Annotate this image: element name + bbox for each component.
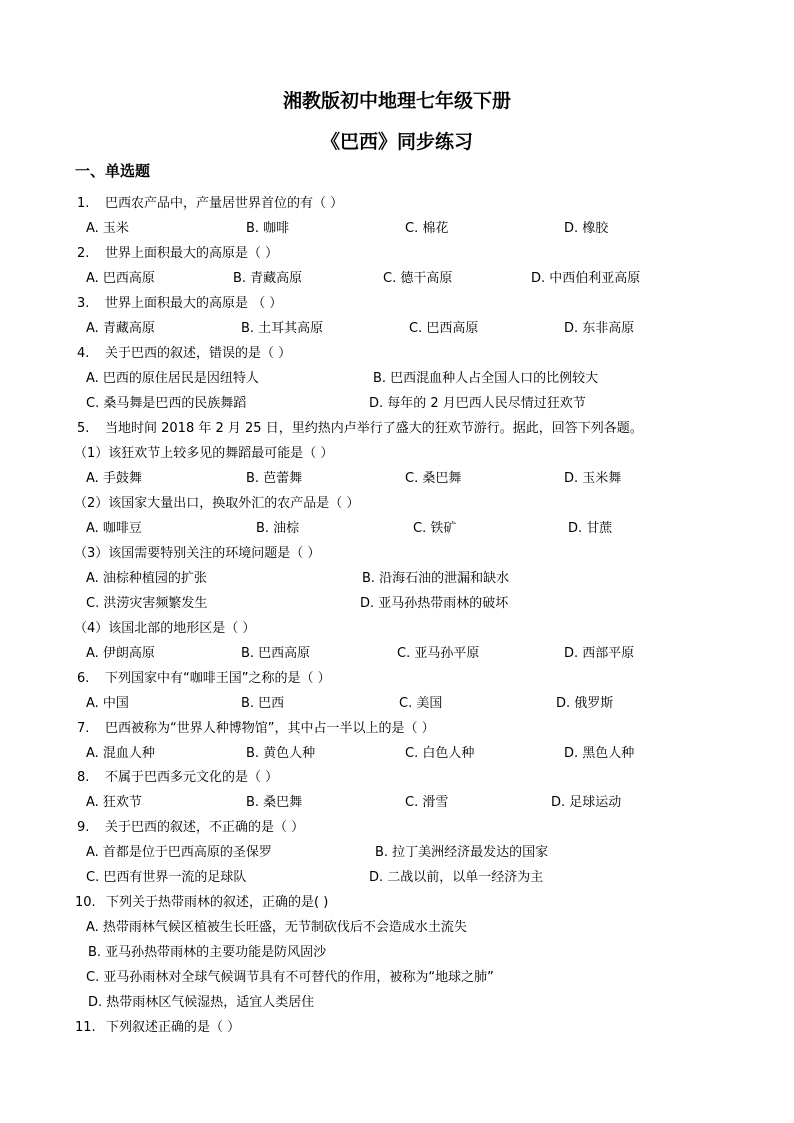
q5-sub3-option-d: D. 亚马孙热带雨林的破坏 [360, 596, 509, 611]
question-7: 7. 巴西被称为“世界人种博物馆”，其中占一半以上的是（ ） [77, 721, 435, 736]
question-8: 8. 不属于巴西多元文化的是（ ） [77, 770, 279, 785]
q5-sub2-option-a: A. 咖啡豆 [86, 521, 142, 536]
q7-option-d: D. 黑色人种 [564, 746, 635, 761]
q9-option-b: B. 拉丁美洲经济最发达的国家 [375, 845, 549, 860]
q2-option-b: B. 青藏高原 [233, 271, 303, 286]
q4-option-b: B. 巴西混血种人占全国人口的比例较大 [373, 371, 599, 386]
q5-sub2-option-b: B. 油棕 [256, 521, 300, 536]
q2-option-c: C. 德干高原 [383, 271, 453, 286]
q5-sub1-option-a: A. 手鼓舞 [86, 471, 142, 486]
q1-option-d: D. 橡胶 [564, 221, 609, 236]
q5-sub1-option-c: C. 桑巴舞 [405, 471, 462, 486]
question-11: 11. 下列叙述正确的是（ ） [75, 1020, 241, 1035]
q5-sub3-option-a: A. 油棕种植园的扩张 [86, 571, 207, 586]
q5-sub1-option-b: B. 芭蕾舞 [246, 471, 303, 486]
q6-option-d: D. 俄罗斯 [556, 696, 614, 711]
question-3: 3. 世界上面积最大的高原是 （ ） [77, 296, 283, 311]
q3-option-c: C. 巴西高原 [409, 321, 479, 336]
q4-option-a: A. 巴西的原住居民是因纽特人 [86, 371, 259, 386]
q5-sub3: （3）该国需要特别关注的环境问题是（ ） [74, 546, 321, 561]
q5-sub4-option-d: D. 西部平原 [564, 646, 635, 661]
q5-sub4-option-a: A. 伊朗高原 [86, 646, 155, 661]
q5-sub4-option-b: B. 巴西高原 [241, 646, 311, 661]
q8-option-d: D. 足球运动 [551, 795, 622, 810]
question-10: 10. 下列关于热带雨林的叙述，正确的是( ) [75, 895, 329, 910]
q8-option-c: C. 滑雪 [405, 795, 449, 810]
q7-option-c: C. 白色人种 [405, 746, 475, 761]
q10-option-a: A. 热带雨林气候区植被生长旺盛，无节制砍伐后不会造成水土流失 [86, 920, 467, 935]
q2-option-d: D. 中西伯利亚高原 [531, 271, 641, 286]
document-subtitle: 《巴西》同步练习 [320, 131, 473, 153]
document-title: 湘教版初中地理七年级下册 [282, 90, 511, 112]
q7-option-a: A. 混血人种 [86, 746, 155, 761]
q5-sub4: （4）该国北部的地形区是（ ） [74, 621, 256, 636]
q5-sub3-option-c: C. 洪涝灾害频繁发生 [86, 596, 208, 611]
q5-sub1: （1）该狂欢节上较多见的舞蹈最可能是（ ） [74, 446, 334, 461]
q5-sub3-option-b: B. 沿海石油的泄漏和缺水 [362, 571, 510, 586]
q8-option-b: B. 桑巴舞 [246, 795, 303, 810]
q5-sub2-option-c: C. 铁矿 [413, 521, 457, 536]
q8-option-a: A. 狂欢节 [86, 795, 142, 810]
q3-option-b: B. 土耳其高原 [241, 321, 324, 336]
q5-sub1-option-d: D. 玉米舞 [564, 471, 622, 486]
question-9: 9. 关于巴西的叙述，不正确的是（ ） [77, 820, 305, 835]
q9-option-a: A. 首都是位于巴西高原的圣保罗 [86, 845, 272, 860]
q9-option-c: C. 巴西有世界一流的足球队 [86, 870, 247, 885]
q7-option-b: B. 黄色人种 [246, 746, 316, 761]
question-2: 2. 世界上面积最大的高原是（ ） [77, 246, 279, 261]
q1-option-c: C. 棉花 [405, 221, 449, 236]
q10-option-d: D. 热带雨林区气候湿热，适宜人类居住 [88, 995, 315, 1010]
q3-option-a: A. 青藏高原 [86, 321, 155, 336]
q10-option-c: C. 亚马孙雨林对全球气候调节具有不可替代的作用，被称为“地球之肺” [86, 970, 494, 985]
q9-option-d: D. 二战以前，以单一经济为主 [369, 870, 544, 885]
q1-option-b: B. 咖啡 [246, 221, 290, 236]
q2-option-a: A. 巴西高原 [86, 271, 155, 286]
section-heading: 一、单选题 [75, 162, 151, 180]
q4-option-c: C. 桑马舞是巴西的民族舞蹈 [86, 396, 247, 411]
q5-sub2: （2）该国家大量出口，换取外汇的农产品是（ ） [74, 496, 360, 511]
q1-option-a: A. 玉米 [86, 221, 129, 236]
question-5: 5. 当地时间 2018 年 2 月 25 日，里约热内卢举行了盛大的狂欢节游行。据此，回答下列各题。 [77, 421, 643, 436]
q6-option-a: A. 中国 [86, 696, 129, 711]
q5-sub2-option-d: D. 甘蔗 [568, 521, 613, 536]
q10-option-b: B. 亚马孙热带雨林的主要功能是防风固沙 [88, 945, 327, 960]
question-4: 4. 关于巴西的叙述，错误的是（ ） [77, 346, 292, 361]
q6-option-b: B. 巴西 [241, 696, 285, 711]
q5-sub4-option-c: C. 亚马孙平原 [397, 646, 480, 661]
question-6: 6. 下列国家中有“咖啡王国”之称的是（ ） [77, 671, 331, 686]
question-1: 1. 巴西农产品中，产量居世界首位的有（ ） [77, 196, 344, 211]
q3-option-d: D. 东非高原 [564, 321, 635, 336]
q4-option-d: D. 每年的 2 月巴西人民尽情过狂欢节 [369, 396, 586, 411]
q6-option-c: C. 美国 [399, 696, 443, 711]
